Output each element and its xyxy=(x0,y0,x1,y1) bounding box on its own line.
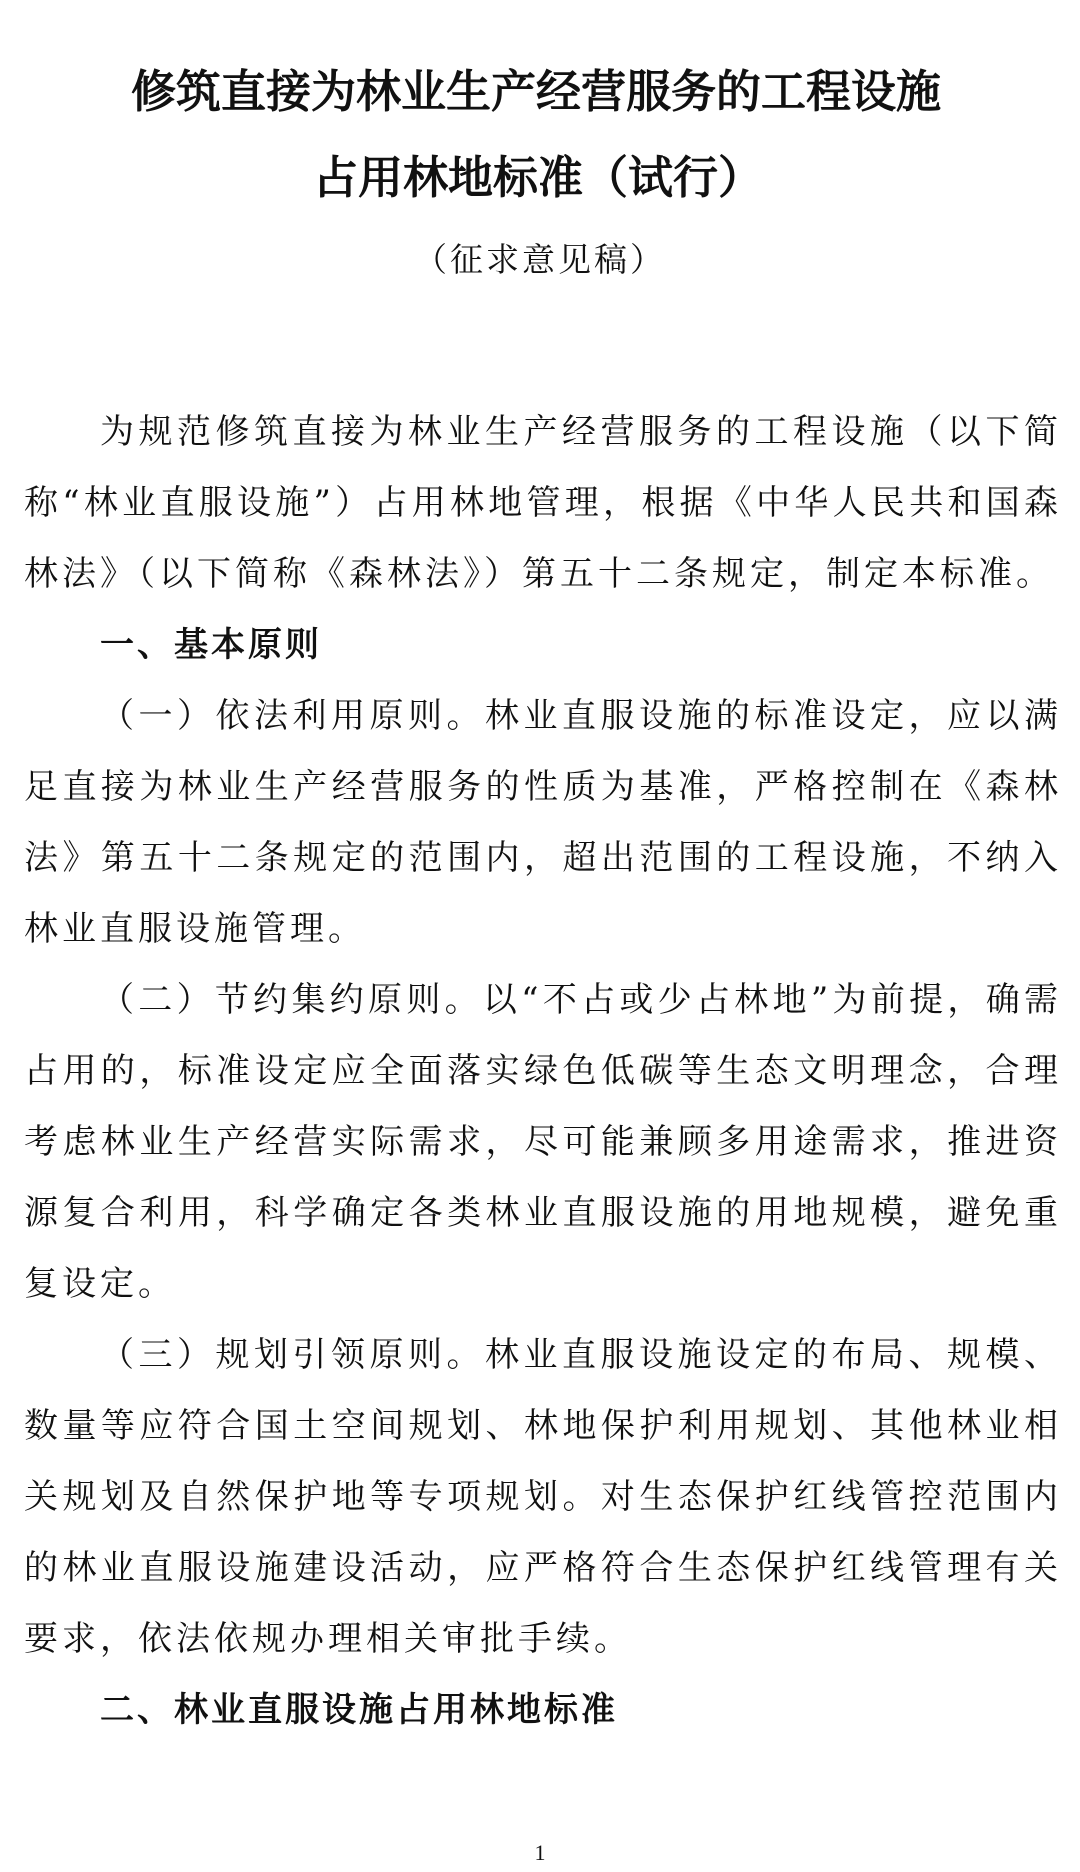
section-heading-land-standards: 二、林业直服设施占用林地标准 xyxy=(100,1690,618,1730)
section-heading-basic-principles: 一、基本原则 xyxy=(100,625,322,665)
principle-economical-use: （二）节约集约原则。以“不占或少占林地”为前提，确需占用的，标准设定应全面落实绿色低碳等生态文明理念，合理考虑林业生产经营实际需求，尽可能兼顾多用途需求，推进资源复合利用，科学确定各类林业直服设施的用地规模，避免重复设定。 xyxy=(24,980,1062,1304)
principle-planning-guidance: （三）规划引领原则。林业直服设施设定的布局、规模、数量等应符合国土空间规划、林地保护利用规划、其他林业相关规划及自然保护地等专项规划。对生态保护红线管控范围内的林业直服设施建设活动，应严格符合生态保护红线管理有关要求，依法依规办理相关审批手续。 xyxy=(24,1335,1062,1659)
page-number: 1 xyxy=(534,1840,546,1865)
document-body xyxy=(24,397,1062,1746)
intro-paragraph: 为规范修筑直接为林业生产经营服务的工程设施（以下简称“林业直服设施”）占用林地管理，根据《中华人民共和国森林法》（以下简称《森林法》）第五十二条规定，制定本标准。 xyxy=(24,412,1062,594)
principle-lawful-use: （一）依法利用原则。林业直服设施的标准设定，应以满足直接为林业生产经营服务的性质为基准，严格控制在《森林法》第五十二条规定的范围内，超出范围的工程设施，不纳入林业直服设施管理。 xyxy=(24,696,1062,949)
draft-label: （征求意见稿） xyxy=(414,240,666,279)
document-title-line-1: 修筑直接为林业生产经营服务的工程设施 xyxy=(130,65,941,118)
document-title-line-2: 占用林地标准（试行） xyxy=(312,151,763,204)
